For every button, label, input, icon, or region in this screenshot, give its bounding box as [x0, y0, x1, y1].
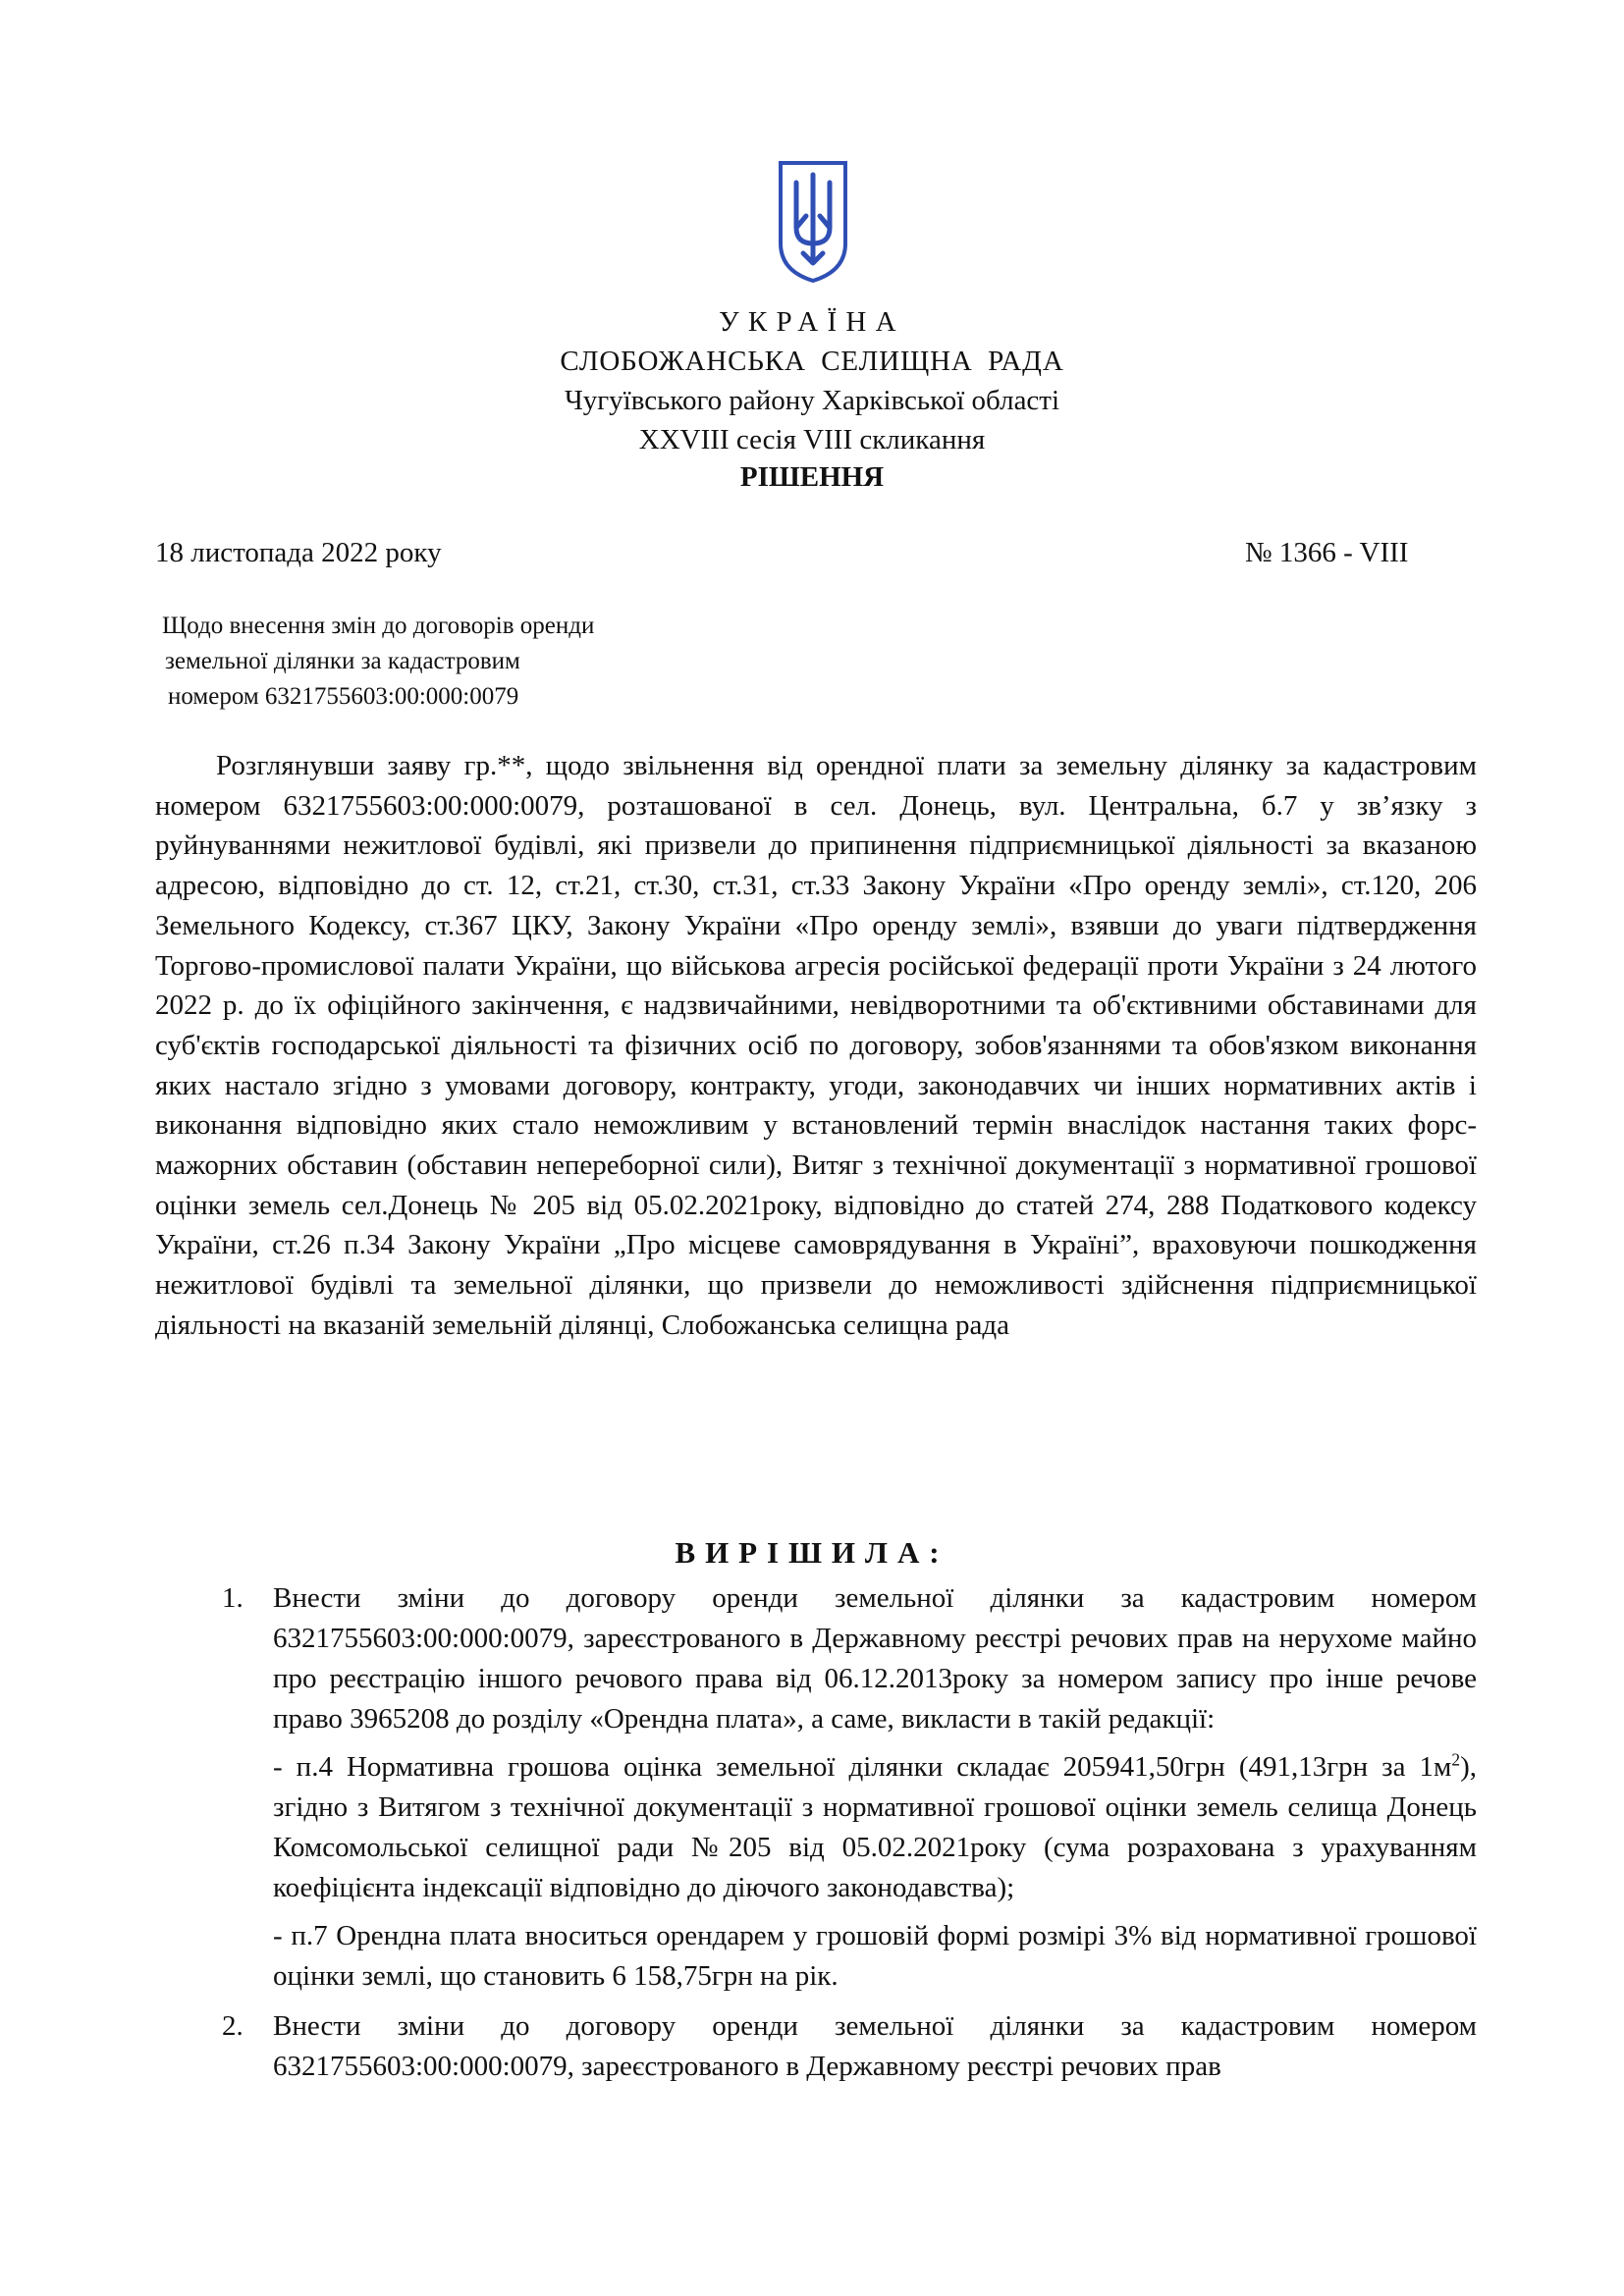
- preamble: [155, 746, 1477, 1346]
- subject-line: земельної ділянки за кадастровим: [165, 648, 520, 674]
- decision-subject: [162, 609, 751, 715]
- session-info: XXVIII сесія VIII скликання: [638, 424, 986, 455]
- item-number: 2.: [222, 2010, 244, 2042]
- preamble-paragraph: Розглянувши заяву гр.**, щодо звільнення від орендної плати за земельну ділянку за кадастровим номером 6321755603:00:000:0079, розташованої в сел. Донець, вул. Центральна, б.7 у зв’язку з руйнуваннями нежитлової будівлі, які призвели до припинення підприємницької діяльності за вказаною адресою, відповідно до ст. 12, ст.21, ст.30, ст.31, ст.33 Закону України «Про оренду землі», ст.120, 206 Земельного Кодексу, ст.367 ЦКУ, Закону України «Про оренду землі», взявши до уваги підтвердження Торгово-промислової палати України, що військова агресія російської федерації проти України з 24 лютого 2022 р. до їх офіційного закінчення, є надзвичайними, невідворотними та об'єктивними обставинами для суб'єктів господарської діяльності та фізичних осіб по договору, зобов'язаннями та обов'язком виконання яких настало згідно з умовами договору, контракту, угоди, законодавчих чи інших нормативних актів і виконання відповідно яких стало неможливим у встановлений термін внаслідок настання таких форс-мажорних обставин (обставин непереборної сили), Витяг з технічної документації з нормативної грошової оцінки земель сел.Донець № 205 від 05.02.2021року, відповідно до статей 274, 288 Податкового кодексу України, ст.26 п.34 Закону України „Про місцеве самоврядування в Україні”, враховуючи пошкодження нежитлової будівлі та земельної ділянки, що призвели до неможливості здійснення підприємницької діяльності на вказаній земельній ділянці, Слобожанська селищна рада: [155, 750, 1477, 1341]
- item-number: 1.: [222, 1582, 244, 1614]
- resolution-item: [155, 2006, 1477, 2087]
- subject-line: номером 6321755603:00:000:0079: [168, 683, 519, 710]
- resolved-heading: ВИРІШИЛА:: [675, 1535, 949, 1570]
- decision-date: 18 листопада 2022 року: [155, 537, 442, 568]
- coat-of-arms-icon: [777, 159, 849, 285]
- item-subclause-7: - п.7 Орендна плата вноситься орендарем у грошовій формі розмірі 3% від нормативної грошової оцінки землі, що становить 6 158,75грн на рік.: [273, 1920, 1477, 1992]
- item-text: Внести зміни до договору оренди земельної ділянки за кадастровим номером 6321755603:00:000:0079, зареєстрованого в Державному реєстрі речових прав: [273, 2010, 1477, 2082]
- resolution-item: [155, 1578, 1477, 1997]
- item-text: Внести зміни до договору оренди земельної ділянки за кадастровим номером 6321755603:00:000:0079, зареєстрованого в Державному реєстрі речових прав на нерухоме майно про реєстрацію іншого речового права від 06.12.2013року за номером запису про інше речове право 3965208 до розділу «Орендна плата», а саме, викласти в такій редакції:: [273, 1582, 1477, 1735]
- decision-number: № 1366 - VIII: [1245, 537, 1409, 568]
- district-name: Чугуївського району Харківської області: [564, 385, 1060, 416]
- resolution-items: [155, 1578, 1477, 2097]
- country-name: УКРАЇНА: [719, 306, 905, 338]
- item-subclause-4: - п.4 Нормативна грошова оцінка земельної ділянки складає 205941,50грн (491,13грн за $1м^2$), згідно з Витягом з технічної документації з нормативної грошової оцінки земель селища Донець Комсомольської селищної ради №205 від 05.02.2021року (сума розрахована з урахуванням коефіцієнта індексації відповідно до діючого законодавства);: [273, 1749, 1477, 1903]
- council-name: СЛОБОЖАНСЬКА СЕЛИЩНА РАДА: [560, 346, 1064, 377]
- subject-line: Щодо внесення змін до договорів оренди: [162, 613, 595, 639]
- document-type: РІШЕННЯ: [739, 461, 885, 493]
